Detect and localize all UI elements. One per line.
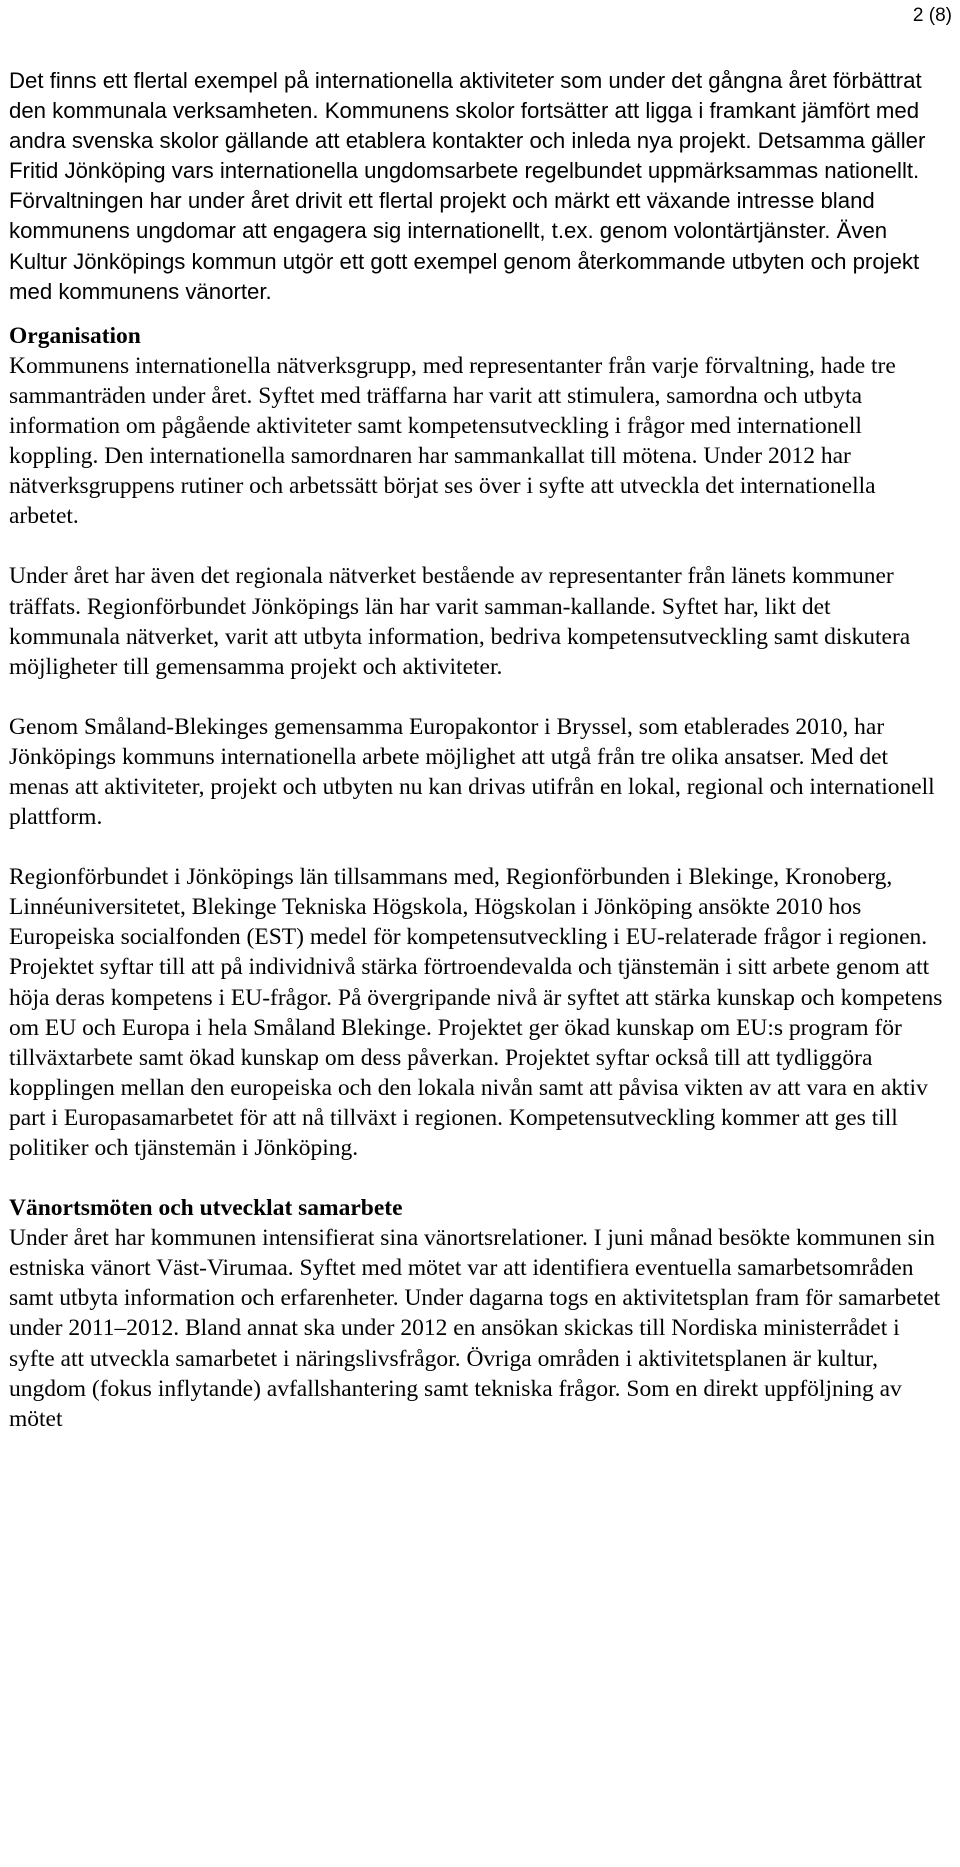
- organisation-paragraph-3: Genom Småland-Blekinges gemensamma Europakontor i Bryssel, som etablerades 2010, har Jönköpings kommuns internationella arbete möjlighet att utgå från tre olika ansatser. Med det menas att aktiviteter, projekt och utbyten nu kan drivas utifrån en lokal, regional och internationell plattform.: [9, 713, 935, 831]
- page-number: 2 (8): [912, 5, 952, 26]
- organisation-paragraph-4: Regionförbundet i Jönköpings län tillsammans med, Regionförbunden i Blekinge, Kronoberg, Linnéuniversitetet, Blekinge Tekniska Högskola, Högskolan i Jönköping ansökte 2010 hos Europeiska socialfonden (EST) medel för kompetensutveckling i EU-relaterade frågor i regionen. Projektet syftar till att på individnivå stärka förtroendevalda och tjänstemän i sitt arbete genom att höja deras kompetens i EU-frågor. På övergripande nivå är syftet att stärka kunskap och kompetens om EU och Europa i hela Småland Blekinge. Projektet ger ökad kunskap om EU:s program för tillväxtarbete samt ökad kunskap om dess påverkan. Projektet syftar också till att tydliggöra kopplingen mellan den europeiska och den lokala nivån samt att påvisa vikten av att vara en aktiv part i Europasamarbetet för att nå tillväxt i regionen. Kompetensutveckling kommer att ges till politiker och tjänstemän i Jönköping.: [9, 864, 943, 1161]
- document-body: [9, 66, 944, 1434]
- organisation-heading: Organisation: [9, 322, 141, 349]
- vanorter-heading: Vänortsmöten och utvecklat samarbete: [9, 1195, 403, 1222]
- organisation-paragraph-1: Kommunens internationella nätverksgrupp, med representanter från varje förvaltning, hade tre sammanträden under året. Syftet med träffarna har varit att stimulera, samordna och utbyta information om pågående aktiviteter samt kompetensutveckling i frågor med internationell koppling. Den internationella samordnaren har sammankallat till mötena. Under 2012 har nätverksgruppens rutiner och arbetssätt börjat ses över i syfte att utveckla det internationella arbetet.: [9, 352, 896, 530]
- intro-paragraph: Det finns ett flertal exempel på internationella aktiviteter som under det gångna året förbättrat den kommunala verksamheten. Kommunens skolor fortsätter att ligga i framkant jämfört med andra svenska skolor gällande att etablera kontakter och inleda nya projekt. Detsamma gäller Fritid Jönköping vars internationella ungdomsarbete regelbundet uppmärksammas nationellt. Förvaltningen har under året drivit ett flertal projekt och märkt ett växande intresse bland kommunens ungdomar att engagera sig internationellt, t.ex. genom volontärtjänster. Även Kultur Jönköpings kommun utgör ett gott exempel genom återkommande utbyten och projekt med kommunens vänorter.: [9, 68, 926, 304]
- organisation-paragraph-2: Under året har även det regionala nätverket bestående av representanter från länets kommuner träffats. Regionförbundet Jönköpings län har varit samman-kallande. Syftet har, likt det kommunala nätverket, varit att utbyta information, bedriva kompetensutveckling samt diskutera möjligheter till gemensamma projekt och aktiviteter.: [9, 563, 911, 680]
- vanorter-paragraph: Under året har kommunen intensifierat sina vänortsrelationer. I juni månad besökte kommunen sin estniska vänort Väst-Virumaa. Syftet med mötet var att identifiera eventuella samarbetsområden samt utbyta information och erfarenheter. Under dagarna togs en aktivitetsplan fram för samarbetet under 2011–2012. Bland annat ska under 2012 en ansökan skickas till Nordiska ministerrådet i syfte att utveckla samarbetet i näringslivsfrågor. Övriga områden i aktivitetsplanen är kultur, ungdom (fokus inflytande) avfallshantering samt tekniska frågor. Som en direkt uppföljning av mötet: [9, 1225, 941, 1432]
